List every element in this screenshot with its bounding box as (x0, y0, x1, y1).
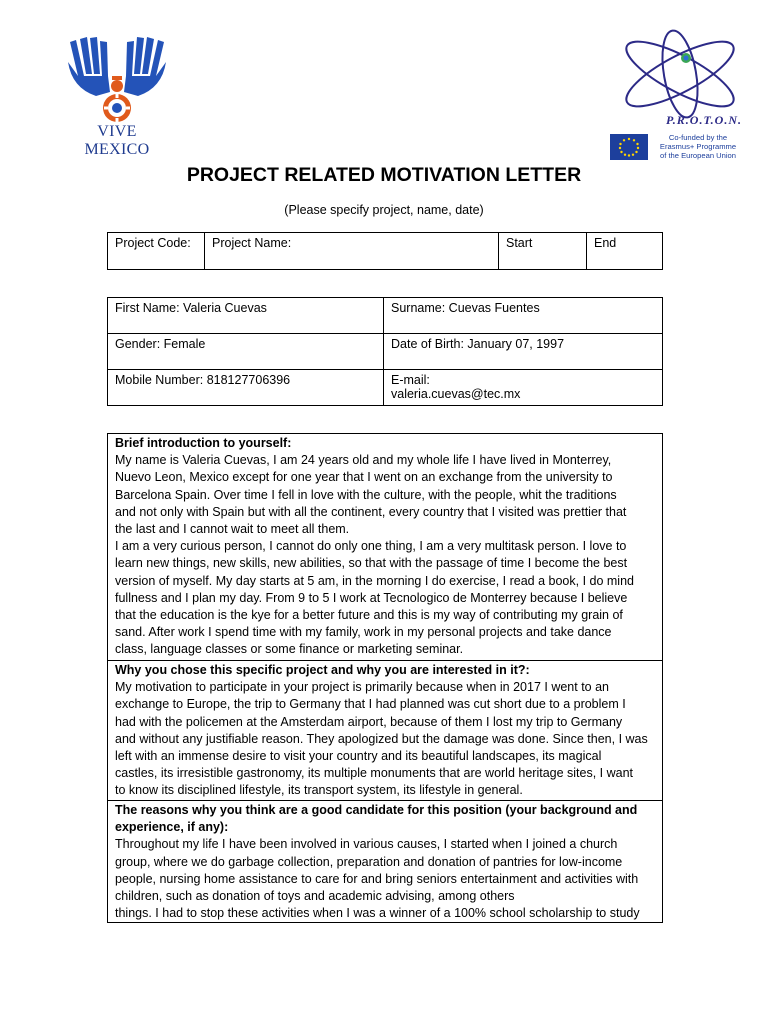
reasons-section (108, 801, 663, 923)
eu-line: Erasmus+ Programme (659, 142, 737, 151)
first-name-cell: First Name: Valeria Cuevas (108, 298, 384, 334)
personal-info-table (107, 297, 663, 406)
intro-line: the last and I cannot wait to meet all them. (115, 522, 350, 537)
proton-wordmark: P.R.O.T.O.N. (666, 113, 743, 127)
project-name-cell: Project Name: (205, 233, 499, 270)
reasons-line: group, where we do garbage collection, preparation and donation of pantries for low-income (115, 854, 623, 869)
dob-cell: Date of Birth: January 07, 1997 (384, 334, 663, 370)
why-project-question: Why you chose this specific project and why you are interested in it?: (115, 663, 530, 677)
why-line: to know its disciplined lifestyle, its transport system, its lifestyle in general. (115, 783, 523, 798)
eu-flag-icon (610, 134, 648, 160)
why-line: castles, its irresistible gastronomy, its multiple monuments that are world heritage sites, I want (115, 766, 634, 781)
why-line: left with an immense desire to visit your country and its beautiful landscapes, its magical (115, 749, 602, 764)
intro-line: sand. After work I spend time with my family, work in my personal projects and take dance (115, 625, 612, 640)
reasons-line: children, such as donation of toys and academic advising, among others (115, 889, 515, 904)
reasons-question: experience, if any): (115, 820, 229, 835)
reasons-line: people, nursing home assistance to care for and bring seniors entertainment and activities with (115, 871, 639, 886)
why-line: and without any justifiable reason. They apologized but the damage was done. Since then, I was (115, 731, 648, 746)
proton-logo (608, 26, 744, 166)
mobile-cell: Mobile Number: 818127706396 (108, 370, 384, 406)
intro-section (108, 434, 663, 661)
page-title: PROJECT RELATED MOTIVATION LETTER (186, 164, 582, 186)
email-label: E-mail: (391, 373, 430, 387)
intro-line: learn new things, new skills, new abilities, so that with the passage of time I become the best (115, 556, 628, 571)
intro-line: and not only with Spain but with all the continent, every country that I visited was prettier that (115, 504, 627, 519)
reasons-line: Throughout my life I have been involved in various causes, I started when I joined a church (115, 837, 618, 852)
start-cell: Start (499, 233, 587, 270)
vive-mexico-logo (62, 36, 172, 158)
project-code-cell: Project Code: (108, 233, 205, 270)
reasons-line: things. I had to stop these activities when I was a winner of a 100% school scholarship to study (115, 906, 640, 921)
intro-line: that the education is the kye for a better future and this is my way of contributing my grain of (115, 608, 623, 623)
intro-line: My name is Valeria Cuevas, I am 24 years old and my whole life I have lived in Monterrey, (115, 453, 612, 468)
surname-cell: Surname: Cuevas Fuentes (384, 298, 663, 334)
email-value: valeria.cuevas@tec.mx (391, 387, 521, 401)
why-line: had with the policemen at the Amsterdam airport, because of them I lost my trip to Germany (115, 714, 623, 729)
gender-cell: Gender: Female (108, 334, 384, 370)
project-table (107, 232, 663, 270)
vive-mexico-wordmark: VIVE MEXICO (84, 123, 150, 158)
eu-cofunded-text (652, 133, 744, 160)
page-subtitle: (Please specify project, name, date) (284, 203, 484, 217)
intro-line: fullness and I plan my day. From 9 to 5 I work at Tecnologico de Monterrey because I believe (115, 590, 628, 605)
email-cell (384, 370, 663, 406)
motivation-table (107, 433, 663, 923)
why-line: exchange to Europe, the trip to Germany that I had planned was cut short due to a problem I (115, 697, 626, 712)
intro-question: Brief introduction to yourself: (115, 436, 292, 450)
intro-line: Barcelona Spain. Over time I fell in love with the culture, with the people, whit the traditions (115, 487, 617, 502)
end-cell: End (587, 233, 663, 270)
intro-line: version of myself. My day starts at 5 am, in the morning I do exercise, I read a book, I do mind (115, 573, 634, 588)
why-line: My motivation to participate in your project is primarily because when in 2017 I went to an (115, 680, 609, 695)
why-project-section (108, 661, 663, 801)
intro-line: class, language classes or some finance or marketing seminar. (115, 642, 464, 657)
intro-line: Nuevo Leon, Mexico except for one year that I went on an exchange from the university to (115, 470, 613, 485)
intro-line: I am a very curious person, I cannot do only one thing, I am a very multitask person. I love to (115, 539, 627, 554)
eu-line: of the European Union (660, 151, 736, 160)
atom-icon (608, 26, 744, 126)
reasons-question: The reasons why you think are a good candidate for this position (your background and (115, 803, 638, 817)
eu-line: Co-funded by the (668, 133, 728, 142)
